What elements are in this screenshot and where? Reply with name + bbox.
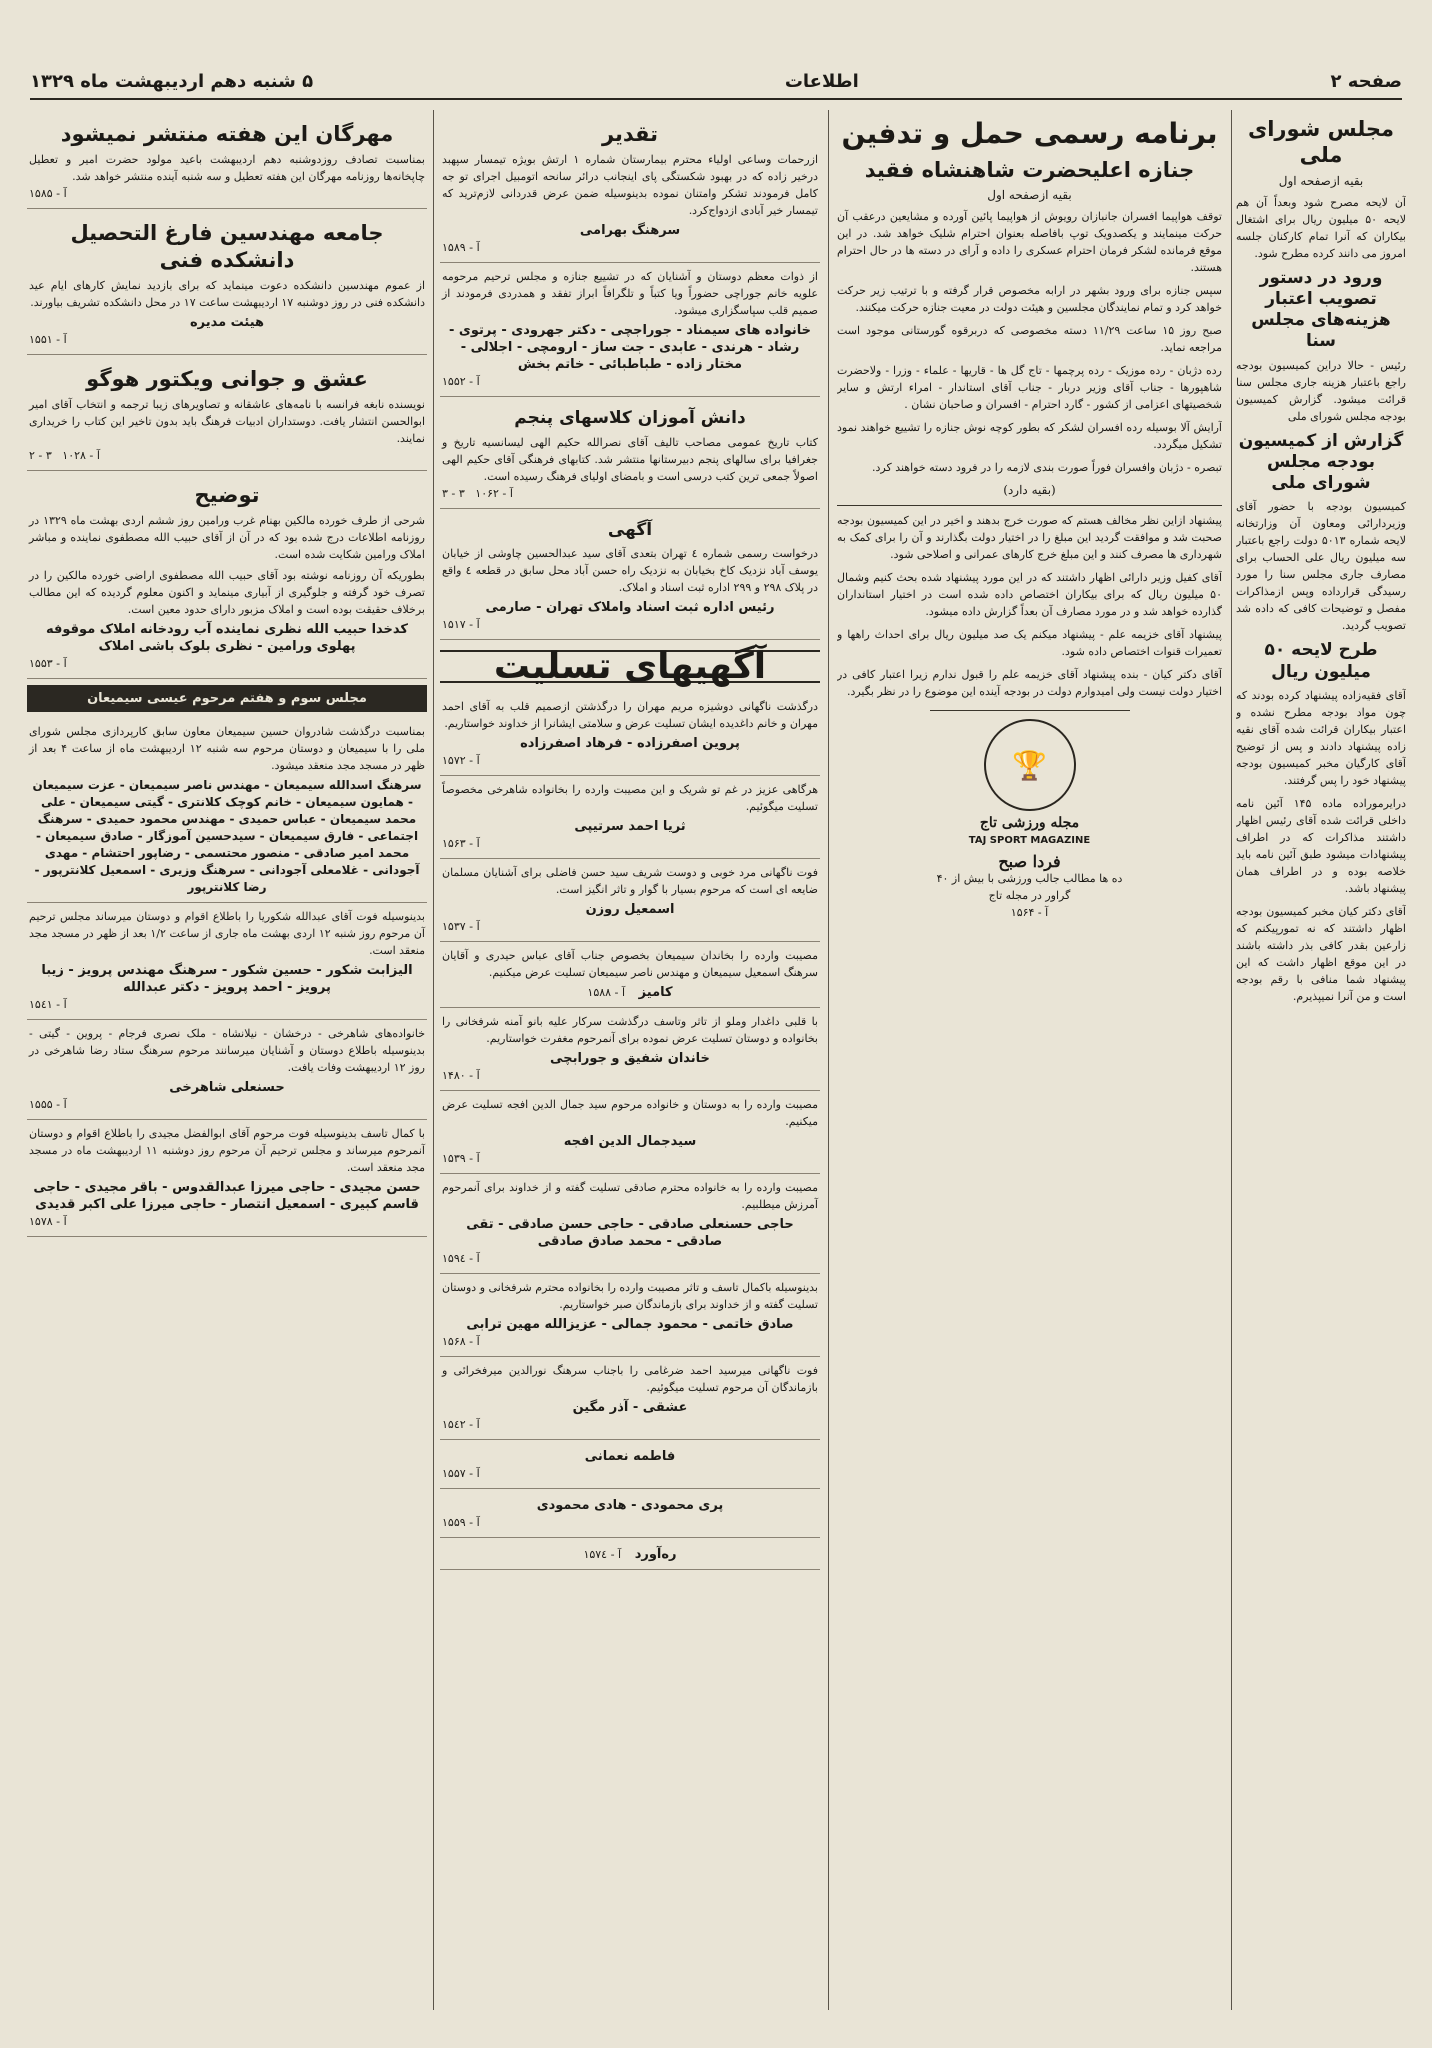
condolence-notice — [440, 859, 820, 942]
notice-code: آ - ۱۵۸۵ — [29, 187, 67, 201]
notice-body: شرحی از طرف خورده مالکین بهنام غرب ورامین روز ششم اردی بهشت ماه ۱۳۲۹ در روزنامه اطلاعات درج شده بود که در آن از آقای حبیب الله مصطفوی نماینده و مباشر املاک ورامین شکایت شده است. — [29, 514, 425, 562]
funeral-p2: سپس جنازه برای ورود بشهر در ارابه مخصوص قرار گرفته و با ترتیب زیر حرکت خواهد کرد و تمام نمایندگان مجلسین و هیئت دولت در معیت جنازه حرکت میکنند. — [837, 284, 1222, 315]
budget-report-text: کمیسیون بودجه با حضور آقای وزیردارائی ومعاون آن وزارتخانه لایحه شماره ۵۰۱۳ دولت راجع باعتبار سه میلیون ریال علی الحساب برای مصارف جاری مجلس سنا را مورد رسیدگی قرارداده وپس ازمذاکرات مفصل و توضیحات کافی که داده شد تصویب گردید. — [1236, 500, 1406, 633]
notice-signature: ره‌آورد آ - ۱۵۷٤ — [583, 1546, 677, 1562]
funeral-p1: توقف هواپیما افسران جانبازان رویوش از هواپیما پائین آورده و مشایعین درعقب آن حرکت مینمایند و یکصدویک توپ بافاصله بعنوان احترام شلیک خواهد شد. در این موقع فرمانده لشکر فرمان احترام عسکری را داده و آرای در دسته ها در حال احترام هستند. — [837, 210, 1222, 275]
notice-body: ازرحمات وساعی اولیاء محترم بیمارستان شماره ۱ ارتش بویژه تیمسار سپهبد درخیر زاده که در بهبود شکستگی پای اینجانب درائر سانحه اتومبیل اجرای تو جه کامل فرمودند تشکر وامتنان نموده بدینوسیله ضمن عرض قدردانی لازم‌ترید که تیمسار خیر آبادی ازدواج‌کرد. — [442, 153, 819, 218]
notice-mehregan — [27, 110, 427, 209]
column-rule — [828, 110, 829, 2010]
column-condolences — [440, 110, 820, 2020]
condolence-notice — [440, 1091, 820, 1174]
notice-thanks — [440, 263, 820, 397]
notice-signature: عشقی - آذر مگین — [572, 1399, 688, 1415]
condolence-notice — [440, 1274, 820, 1357]
funeral-p6: تبصره - دژبان وافسران فوراً صورت بندی لازمه را در فرود دسته خواهند کرد. — [872, 461, 1222, 475]
notice-title: دانش آموزان کلاسهای پنجم — [514, 408, 746, 429]
notice-code: آ - ۱۵٤۲ — [442, 1417, 480, 1431]
notice-code: آ - ۱۵٤۱ — [29, 998, 67, 1012]
notice-signature: پروین اصفرزاده - فرهاد اصفرزاده — [520, 735, 740, 751]
notice-body: درخواست رسمی شماره ٤ تهران بتعدی آقای سید عبدالحسین چاوشی از خیابان یوسف آباد نزدیک کاخ بخیابان به نزدیک راه حسن آباد محل سابق در قطعه ٤ واقع در پلاک ۲۹۸ و ۲۹۹ اداره ثبت اسناد و املاک. — [442, 546, 818, 594]
condolence-notice — [440, 776, 820, 859]
notice-body: کتاب تاریخ عمومی مصاحب تالیف آقای نصرالله حکیم الهی لیسانسیه تاریخ و جغرافیا برای سالهای پنجم دبیرستانها منتشر شد. کتابهای فرهنگی آقای حکیم الهی اصولاً جمعی ترین کتب درسی است و بامضای اولیای فرهنگ رسیده است. — [442, 435, 818, 483]
notice-body: فوت ناگهانی میرسید احمد ضرغامی را باجناب سرهنگ نورالدین میرفخرائی و بازماندگان آن مرحوم تسلیت میگوئیم. — [442, 1363, 818, 1394]
sport-code: آ - ۱۵۶۴ — [1010, 906, 1049, 920]
notice-body: از ذوات معظم دوستان و آشنایان که در تشییع جنازه و مجلس ترحیم مرحومه علویه خانم جوراچی حضوراً ویا کتباً و تلگرافاً ابراز تفقد و همدردی فرمودند از صمیم قلب سپاسگزاری میشود. — [442, 270, 818, 318]
condolence-notice — [440, 1174, 820, 1274]
notice-code: آ - ۱۴۸۰ — [442, 1068, 480, 1082]
senate-budget-heading: ورود در دستور تصویب اعتبار هزینه‌های مجلس سنا — [1251, 267, 1391, 352]
notice-signature: سرهنگ بهرامی — [579, 223, 681, 239]
notice-code: آ - ۱۵۶۳ — [442, 836, 480, 850]
notice-engineers — [27, 209, 427, 355]
to-be-continued: (بقیه دارد) — [1003, 483, 1056, 498]
page-number: صفحه ۲ — [1330, 70, 1402, 92]
condolence-notice — [440, 1357, 820, 1440]
notice-registry — [440, 509, 820, 640]
notice-body: مصیبت وارده را به خانواده محترم صادقی تسلیت گفته و از خداوند برای آنمرحوم آمرزش میطلبیم. — [442, 1180, 818, 1211]
notice-code: آ - ۱۵۵۷ — [442, 1466, 480, 1480]
notice-code: آ - ۱۵۳۹ — [442, 1151, 480, 1165]
column-rule — [1231, 110, 1232, 2010]
notice-code: آ - ۱۵۷۸ — [29, 1215, 67, 1229]
notice-code: آ - ۱۵۵۹ — [442, 1515, 480, 1529]
notice-code: ۳ - ۳ آ - ۱۰۶۲ — [442, 486, 513, 500]
debate-p9: پیشنهاد آقای خزیمه علم - پیشنهاد میکنم یک صد میلیون ریال برای احداث راهها و تعمیرات قنوات اختصاص داده شود. — [837, 628, 1222, 659]
notice-clarification — [27, 471, 427, 679]
notice-signature: حاجی حسنعلی صادقی - حاجی حسن صادقی - تقی صادقی - محمد صادق صادقی — [466, 1216, 794, 1249]
bill-heading: طرح لایحه ۵۰ میلیون ریال — [1264, 640, 1378, 682]
column-rule — [433, 110, 434, 2010]
notice-code: آ - ۱۵۵۵ — [29, 1098, 67, 1112]
condolence-notice — [440, 693, 820, 776]
notice-code: آ - ۱۵۵۳ — [29, 657, 67, 671]
notice-book — [27, 355, 427, 471]
sport-title: مجله ورزشی تاج — [979, 815, 1080, 832]
paper-name: اطلاعات — [784, 70, 859, 92]
notice-body: هرگاهی عزیز در غم تو شریک و این مصیبت وارده را بخانواده شاهرخی مخصوصاً تسلیت میگوئیم. — [442, 782, 818, 813]
notice-body: بدینوسیله باکمال تاسف و تاثر مصیبت وارده را بخانواده محترم شرفخانی و دوستان تسلیت گفته و از خداوند برای بازماندگان صبر خواستاریم. — [442, 1280, 818, 1311]
notice-memorial — [27, 718, 427, 903]
notice-signature: پری محمودی - هادی محمودی — [536, 1497, 724, 1513]
sport-day: فردا صبح — [998, 852, 1061, 872]
notice-signature: هیئت مدیره — [189, 314, 265, 330]
notice-body: فوت ناگهانی مرد خوبی و دوست شریف سید حسن فاضلی برای آشنایان مسلمان ضایعه ای است که مرحوم بسیار با گوار و تاثر انگیز است. — [442, 865, 818, 896]
column-funeral — [837, 110, 1222, 2020]
condolence-notice — [440, 1440, 820, 1489]
notice-signature: اسمعیل روزن — [585, 901, 675, 917]
notice-signature: حسنعلی شاهرخی — [169, 1080, 285, 1096]
debate-p8: آقای کفیل وزیر دارائی اظهار داشتند که در این مورد پیشنهاد شده بحث کنیم وشمال ۵۰ میلیون ریال که برای بیکاران اختصاص داده شده است در اختیار استانداران گذارده خواهد شد و در مورد مصارف آن بعداً گزارش داده میشود. — [837, 571, 1222, 619]
notice-body: خانواده‌های شاهرخی - درخشان - نیلانشاه - ملک نصری فرجام - پروین - گیتی - بدینوسیله باطلاع دوستان و آشنایان میرسانند مرحوم سرهنگ ستاد رضا شاهرخی در روز ۱۲ اردیبهشت وفات یافت. — [29, 1027, 425, 1075]
column-majlis — [1236, 110, 1406, 2020]
majlis-continued: بقیه ازصفحه اول — [1278, 173, 1364, 188]
condolence-notice — [440, 1008, 820, 1091]
notice-signature: فاطمه نعمانی — [584, 1448, 676, 1464]
notice-signature: الیزابت شکور - حسین شکور - سرهنگ مهندس پرویز - زیبا پرویز - احمد پرویز - دکتر عبدالله — [41, 963, 413, 996]
notice-signature: خانواده های سیمناد - جوراجچی - دکتر جهرودی - پرتوی - رشاد - هرندی - عابدی - جت ساز - ارومچی - اجلالی - مختار زاده - طباطبائی - خاتم بخش — [449, 323, 811, 373]
section-divider — [837, 505, 1222, 506]
funeral-p5: آرایش آلا بوسیله رده افسران لشکر که بطور کوچه نوش جنازه را تشییع خواهند نمود تشکیل میگردد. — [837, 421, 1222, 452]
notice-code: آ - ۱۵۵۱ — [29, 332, 67, 346]
notice-body: مصیبت وارده را بخاندان سیمیعان بخصوص جناب آقای عباس حیدری و آقایان سرهنگ اسمعیل سیمیعان و مهندس ناصر سیمیعان تسلیت عرض میکنیم. — [442, 948, 818, 979]
funeral-subtitle: جنازه اعلیحضرت شاهنشاه فقید — [864, 158, 1195, 182]
issue-date: ۵ شنبه دهم اردیبهشت ماه ۱۳۲۹ — [30, 70, 314, 92]
notice-body: با کمال تاسف بدینوسیله فوت مرحوم آقای ابوالفضل مجیدی را باطلاع اقوام و دوستان آنمرحوم میرساند و مجلس ترحیم آن مرحوم روز دوشنبه ۱۱ اردیبهشت ماه در مسجد مجد منعقد است. — [29, 1127, 425, 1175]
notice-code: ۲ - ۳ آ - ۱۰۲۸ — [29, 449, 100, 462]
notice-title: تقدیر — [601, 122, 659, 146]
trophy-icon: 🏆 — [984, 719, 1076, 811]
condolence-notice — [440, 1538, 820, 1570]
condolence-notice — [440, 1489, 820, 1538]
notice-code: آ - ۱۵۷۲ — [442, 753, 480, 767]
rapporteur-text: آقای دکتر کیان مخبر کمیسیون بودجه اظهار داشتند که نه تمورپیکنم که زارعین بقدر کافی بذر داشته باشند در این موقع اظهار داشت که این پیشنهاد شما منافی با رقم بودجه است و من آنرا نمیپذیرم. — [1236, 904, 1406, 1003]
majlis-intro: آن لایحه مصرح شود وبعداً آن هم لایحه ۵۰ میلیون ریال برای اشتغال بیکاران که آنرا تمام کارکنان جلسه امروز می دانند کرده مطرح شود. — [1236, 195, 1406, 260]
notice-memorial-3 — [27, 1020, 427, 1120]
notice-signature: سیدجمال الدین افجه — [563, 1133, 697, 1149]
notice-signature: صادق خاتمی - محمود جمالی - عزیزالله مهین ترابی — [466, 1316, 794, 1332]
notice-memorial-2 — [27, 903, 427, 1020]
notice-title: آگهی — [607, 519, 653, 540]
notice-code: آ - ۱۵۱۷ — [442, 617, 480, 631]
notice-code: آ - ۱۵۶۸ — [442, 1334, 480, 1348]
notice-title: عشق و جوانی ویکتور هوگو — [86, 366, 368, 391]
funeral-p3: صبح روز ۱۵ ساعت ۱۱/۲۹ دسته مخصوصی که دربرقوه گورستانی موجود است مراجعه نماید. — [837, 324, 1222, 355]
notice-body: بدینوسیله فوت آقای عبدالله شکوریا را باطلاع اقوام و دوستان میرساند مجلس ترحیم آن مرحوم روز شنبه ۱۲ اردی بهشت ماه جاری از ساعت ۱/۲ بعد از ظهر در مسجد مجد منعقد است. — [29, 910, 425, 958]
sport-text: ده ها مطالب جالب ورزشی با بیش از ۴۰ گراور در مجله تاج — [936, 872, 1123, 903]
notice-code: آ - ۱۵۸۹ — [442, 241, 480, 255]
notice-students — [440, 397, 820, 508]
notice-signature: کامیز آ - ۱۵۸۸ — [587, 984, 673, 1000]
sport-magazine-ad — [930, 710, 1130, 921]
notice-title: جامعه مهندسین فارغ التحصیل دانشکده فنی — [70, 221, 384, 272]
notice-body: نویسنده نابغه فرانسه با نامه‌های عاشقانه و تصاویرهای زیبا ترجمه و انتخاب آقای امیر ابوالحسن انتشار یافت. دوستداران ادبیات فرهنگ باید بدون تاخیر این کتاب را خریداری نمایند. — [29, 398, 425, 445]
notice-appreciation — [440, 110, 820, 263]
funeral-p4: رده دژبان - رده موزیک - رده پرچمها - تاج گل ها - قاریها - علماء - وزرا - ولاحضرت شاهپورها - جناب آقای وزیر دربار - جناب آقای استاندار - امراء ارتش و سایر شخصیتهای اعزامی از کشور - گارد احترام - افسران و صاحبان نشان . — [837, 364, 1222, 412]
notice-signature: حسن مجیدی - حاجی میرزا عبدالقدوس - باقر مجیدی - حاجی قاسم کبیری - اسمعیل انتصار - حاجی میرزا علی اکبر قدیدی — [33, 1180, 421, 1213]
majlis-title: مجلس شورای ملی — [1247, 117, 1395, 168]
notice-signature: سرهنگ اسدالله سیمیعان - مهندس ناصر سیمیعان - عزت سیمیعان - همایون سیمیعان - خانم کوچک کلانتری - گیتی سیمیعان - علی محمد سیمیعان - عباس حمیدی - مهندس محمود حمیدی - سرهنگ اجتماعی - فارق سیمیعان - سیدحسین آموزگار - صادق سیمیعان - محمد امیر صادقی - منصور محتسمی - رضاپور احتشام - مهدی آجودانی - غلامعلی آجودانی - سرهنگ وزیری - اسمعیل کلانترپور - رضا کلانترپور — [32, 778, 422, 895]
column-announcements — [27, 110, 427, 2020]
bill-text: آقای فقیه‌زاده پیشنهاد کرده بودند که چون مواد بودجه مطرح نشده و اعتبار بیکاران قرائت شده آقای نقیه زاده پیشنهاد دادند و پس از توضیح آقای کارگیان مخبر کمیسیون بودجه پیشنهاد خود را پس گرفتند. — [1236, 688, 1406, 787]
notice-code: آ - ۱۵۹٤ — [442, 1251, 480, 1265]
senate-budget-text: رئیس - حالا دراین کمیسیون بودجه راجع باعتبار هزینه جاری مجلس سنا قرائت میشود. گزارش کمیسیون بودجه مجلس شورای ملی — [1236, 358, 1406, 423]
notice-body: با قلبی داغدار وملو از تاثر وتاسف درگذشت سرکار علیه بانو آمنه شرفخانی را بخانواده و دوستان تسلیت عرض نموده برای آنمرحوم مغفرت خواستاریم. — [442, 1014, 818, 1045]
sport-title-en: TAJ SPORT MAGAZINE — [968, 835, 1091, 847]
notice-signature: کدخدا حبیب الله نظری نماینده آب رودخانه املاک موقوفه پهلوی ورامین - نظری بلوک باشی املاک — [46, 622, 408, 655]
funeral-title: برنامه رسمی حمل و تدفین — [841, 117, 1218, 150]
notice-title: مهرگان این هفته منتشر نمیشود — [60, 122, 394, 146]
debate-p10: آقای دکتر کیان - بنده پیشنهاد آقای خزیمه علم را قبول ندارم زیرا اعتبار کافی در اختیار دولت نیست ولی امیدوارم دولت در بودجه آینده این موضوع را در نظر بگیرد. — [837, 668, 1222, 699]
budget-report-heading: گزارش از کمیسیون بودجه مجلس شورای ملی — [1238, 430, 1404, 493]
notice-body: مصیبت وارده را به دوستان و خانواده مرحوم سید جمال الدین افجه تسلیت عرض میکنیم. — [442, 1097, 818, 1128]
condolence-notice — [440, 942, 820, 1008]
notice-body: از عموم مهندسین دانشکده دعوت مینماید که برای بازدید نمایش کارهای ایام عید دانشکده فنی در روز دوشنبه ۱۷ اردیبهشت ساعت ۱۷ در محل دانشکده تشریف بیاورند. — [29, 278, 425, 309]
funeral-continued: بقیه ازصفحه اول — [987, 188, 1072, 203]
debate-p7: پیشنهاد ازاین نظر مخالف هستم که صورت خرج بدهند و اخیر در این کمیسیون بودجه صحبت شد و موافقت گردید این مبلغ را در اختیار دولت بگذارند و آن را برای کمک به شهرداری ها مصرف کنند و این مبلغ خرج کارهای عمرانی و اصلاحی شود. — [837, 514, 1222, 562]
notice-signature: ثریا احمد سرتیپی — [574, 818, 686, 834]
notice-title: توضیح — [194, 483, 260, 507]
notice-body: بمناسبت درگذشت شادروان حسین سیمیعان معاون سابق کارپردازی مجلس شورای ملی را با سیمیعان و دوستان مرحوم سه شنبه ۱۲ اردیبهشت ماه از ساعت ۴ بعد از ظهر در مسجد مجد منعقد میشود. — [29, 725, 425, 773]
notice-body: بمناسبت تصادف روزدوشنبه دهم اردیبهشت باعید مولود حضرت امیر و تعطیل چاپخانه‌ها روزنامه مهرگان این هفته تعطیل و سه شنبه آینده منتشر خواهد شد. — [29, 153, 425, 184]
notice-signature: رئیس اداره ثبت اسناد واملاک تهران - صارمی — [485, 599, 775, 615]
memorial-band: مجلس سوم و هفتم مرحوم عیسی سیمیعان — [27, 685, 427, 712]
notice-memorial-4 — [27, 1120, 427, 1237]
notice-signature: خاندان شفیق و جورابچی — [550, 1050, 710, 1066]
condolence-heading: آگهیهای تسلیت — [440, 650, 820, 683]
page-header — [30, 64, 1402, 100]
notice-code: آ - ۱۵۵۲ — [442, 375, 480, 389]
notice-code: آ - ۱۵۳۷ — [442, 919, 480, 933]
notice-body: درگذشت ناگهانی دوشیزه مریم مهران را درگذشتن ازصمیم قلب به آقای احمد مهران و خانم داغدیده ایشان تسلیت عرض و سلامتی ایشانرا از خداوند خواستاریم. — [442, 699, 818, 730]
notice-body: بطوریکه آن روزنامه نوشته بود آقای حبیب الله مصطفوی اراضی خورده مالکین را در تصرف خود گرفته و جلوگیری از آبیاری مینماید و اکنون معلوم گردیده که این مطالب برخلاف حقیقت بوده است و املاک مزبور دارای حدود معین است. — [29, 569, 425, 617]
bylaw-text: درایرموراده ماده ۱۴۵ آئین نامه داخلی قرائت شده آقای رئیس اظهار داشتند مذاکرات که در اطراف پیشنهادات میشود طبق آئین نامه باید خلاصه بوده و در اطراف همان پیشنهاد باشد. — [1236, 796, 1406, 895]
